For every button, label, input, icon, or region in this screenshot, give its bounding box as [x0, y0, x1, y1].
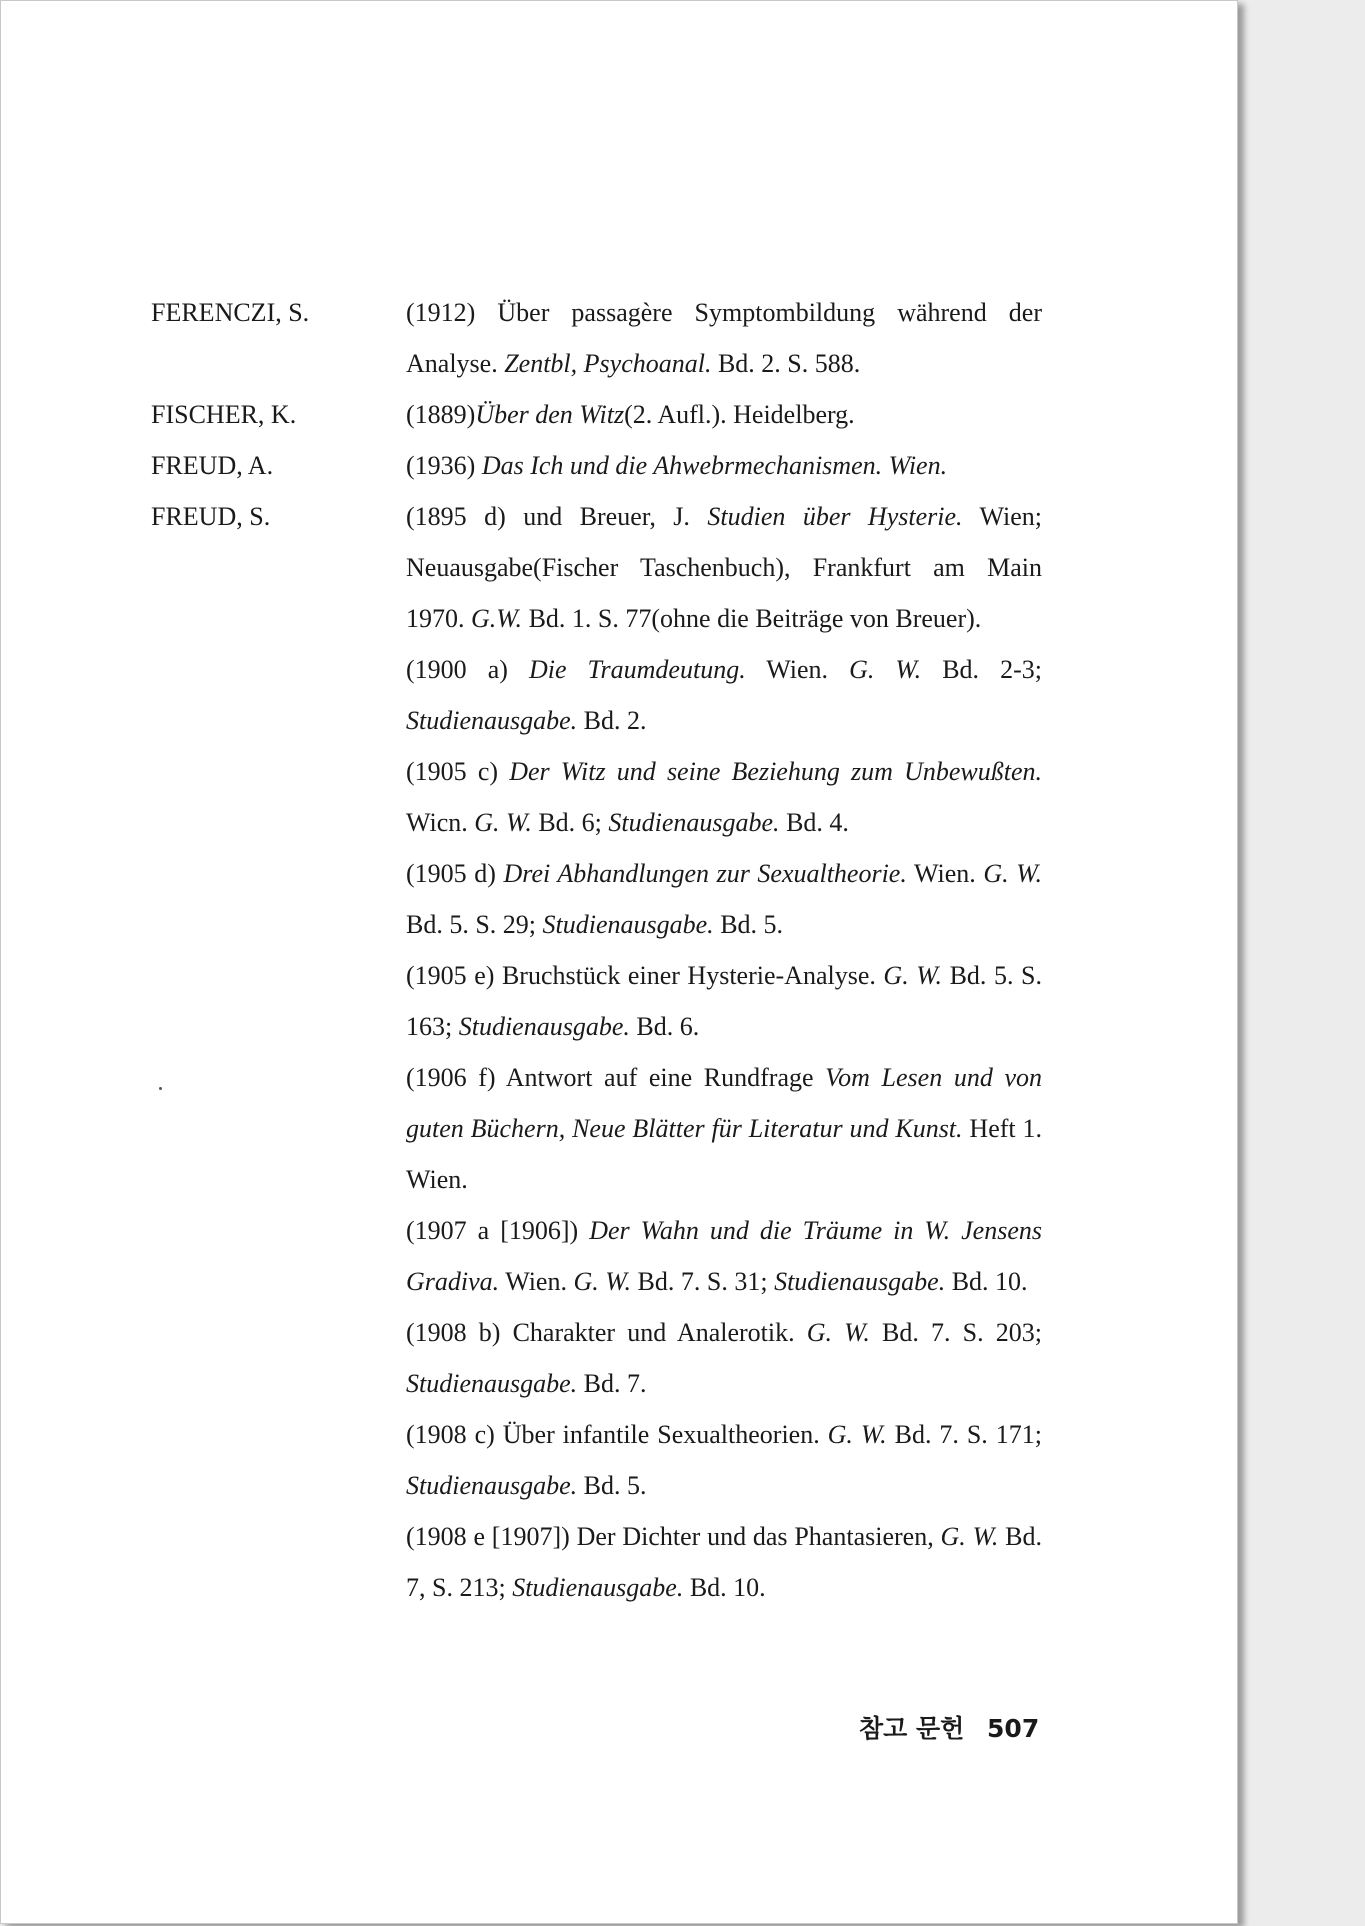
reference-item [406, 1205, 1042, 1307]
reference-title-italic: Studienausgabe. [406, 1369, 578, 1398]
reference-list [406, 389, 1042, 440]
reference-title-italic: Studienausgabe. [458, 1012, 630, 1041]
reference-item [406, 950, 1042, 1052]
reference-text: Wien; Neuausgabe(Fischer Taschenbuch), Frankfurt am Main 1970. [406, 502, 1042, 633]
footer-section-title: 참고 문헌 [859, 1714, 965, 1743]
author-name: FREUD, S. [151, 502, 271, 531]
reference-text: (1889) [406, 400, 476, 429]
reference-item [406, 1307, 1042, 1409]
reference-text: Bd. 1. S. 77(ohne die Beiträge von Breuer). [522, 604, 982, 633]
reference-text: Bd. 7. S. 31; [631, 1267, 775, 1296]
reference-title-italic: G. W. [806, 1318, 870, 1347]
reference-item [406, 746, 1042, 848]
reference-title-italic: Die Traumdeutung. [528, 655, 746, 684]
reference-title-italic: Studienausgabe. [406, 1471, 578, 1500]
reference-list [406, 440, 1042, 491]
reference-text: Bd. 7. S. 171; [886, 1420, 1042, 1449]
reference-text: Bd. 7. [577, 1369, 647, 1398]
reference-title-italic: Studienausgabe. [608, 808, 780, 837]
reference-item [406, 1511, 1042, 1613]
page-footer [859, 1709, 1039, 1745]
author-name: FISCHER, K. [151, 400, 297, 429]
reference-item [406, 1052, 1042, 1205]
reference-text: Wien. [745, 655, 850, 684]
reference-text: (1895 d) und Breuer, J. [406, 502, 708, 531]
author-name: FREUD, A. [151, 451, 274, 480]
reference-text: (1908 c) Über infantile Sexualtheorien. [406, 1420, 828, 1449]
reference-text: Bd. 10. [945, 1267, 1028, 1296]
reference-text: (1905 d) [406, 859, 504, 888]
reference-title-italic: Studienausgabe. [406, 706, 578, 735]
reference-text: Wien. [499, 1267, 574, 1296]
reference-title-italic: G. W. [883, 961, 943, 990]
bibliography-entry [151, 491, 1051, 1613]
reference-text: Heft 1. Wien. [406, 1114, 1042, 1194]
reference-title-italic: Studienausgabe. [774, 1267, 946, 1296]
reference-item [406, 440, 1042, 491]
reference-item [406, 287, 1042, 389]
reference-list [406, 491, 1042, 1613]
reference-title-italic: Drei Abhandlungen zur Sexualtheorie. [503, 859, 907, 888]
bibliography-entry [151, 287, 1051, 389]
reference-text: Bd. 2-3; [921, 655, 1042, 684]
reference-text: Bd. 2. [577, 706, 647, 735]
bibliography-entry [151, 440, 1051, 491]
reference-text: Bd. 5. S. 29; [406, 910, 543, 939]
speck-mark [159, 1087, 162, 1090]
reference-text: Bd. 10. [683, 1573, 766, 1602]
reference-text: Bd. 7, S. 213; [406, 1522, 1042, 1602]
reference-text: Bd. 5. [577, 1471, 647, 1500]
reference-item [406, 1409, 1042, 1511]
reference-title-italic: Das Ich und die Ahwebrmechanismen. Wien. [481, 451, 948, 480]
reference-item [406, 389, 1042, 440]
reference-text: (1905 e) Bruchstück einer Hysterie-Analyse. [406, 961, 884, 990]
reference-item [406, 848, 1042, 950]
reference-text: (1907 a [1906]) [406, 1216, 590, 1245]
reference-title-italic: Zentbl, Psychoanal. [504, 349, 712, 378]
reference-text: (1908 e [1907]) Der Dichter und das Phantasieren, [406, 1522, 941, 1551]
reference-text: Bd. 5. S. 163; [406, 961, 1042, 1041]
reference-text: (1908 b) Charakter und Analerotik. [406, 1318, 807, 1347]
bibliography-list [151, 287, 1051, 1613]
reference-item [406, 644, 1042, 746]
reference-text: Wicn. [406, 808, 475, 837]
author-name: FERENCZI, S. [151, 298, 310, 327]
reference-text: Bd. 4. [779, 808, 849, 837]
reference-text: (1936) [406, 451, 482, 480]
reference-title-italic: Studien über Hysterie. [707, 502, 963, 531]
reference-title-italic: G. W. [940, 1522, 999, 1551]
reference-title-italic: Studienausgabe. [512, 1573, 684, 1602]
reference-title-italic: G.W. [471, 604, 523, 633]
reference-text: Bd. 5. [713, 910, 784, 939]
reference-title-italic: G. W. [849, 655, 922, 684]
reference-title-italic: Über den Witz [475, 400, 625, 429]
reference-text: (2. Aufl.). Heidelberg. [624, 400, 855, 429]
bibliography-entry [151, 389, 1051, 440]
reference-item [406, 491, 1042, 644]
reference-text: Bd. 6. [629, 1012, 700, 1041]
reference-list [406, 287, 1042, 389]
reference-text: (1912) Über passagère Symptombildung während der Analyse. [406, 298, 1042, 378]
reference-text: Bd. 2. S. 588. [711, 349, 861, 378]
reference-text: Bd. 7. S. 203; [869, 1318, 1042, 1347]
reference-title-italic: Studienausgabe. [542, 910, 714, 939]
reference-title-italic: G. W. [827, 1420, 887, 1449]
reference-title-italic: Vom Lesen und von guten Büchern, Neue Blätter für Literatur und Kunst. [406, 1063, 1042, 1143]
reference-text: Wien. [906, 859, 984, 888]
page-number: 507 [987, 1714, 1040, 1743]
reference-text: (1905 c) [406, 757, 510, 786]
reference-title-italic: G. W. [983, 859, 1042, 888]
reference-title-italic: G. W. [573, 1267, 632, 1296]
reference-text: (1900 a) [406, 655, 529, 684]
reference-title-italic: Der Wahn und die Träume in W. Jensens Gradiva. [406, 1216, 1042, 1296]
reference-text: Bd. 6; [531, 808, 609, 837]
reference-text: (1906 f) Antwort auf eine Rundfrage [406, 1063, 826, 1092]
reference-title-italic: Der Witz und seine Beziehung zum Unbewußten. [509, 757, 1042, 786]
reference-title-italic: G. W. [474, 808, 532, 837]
